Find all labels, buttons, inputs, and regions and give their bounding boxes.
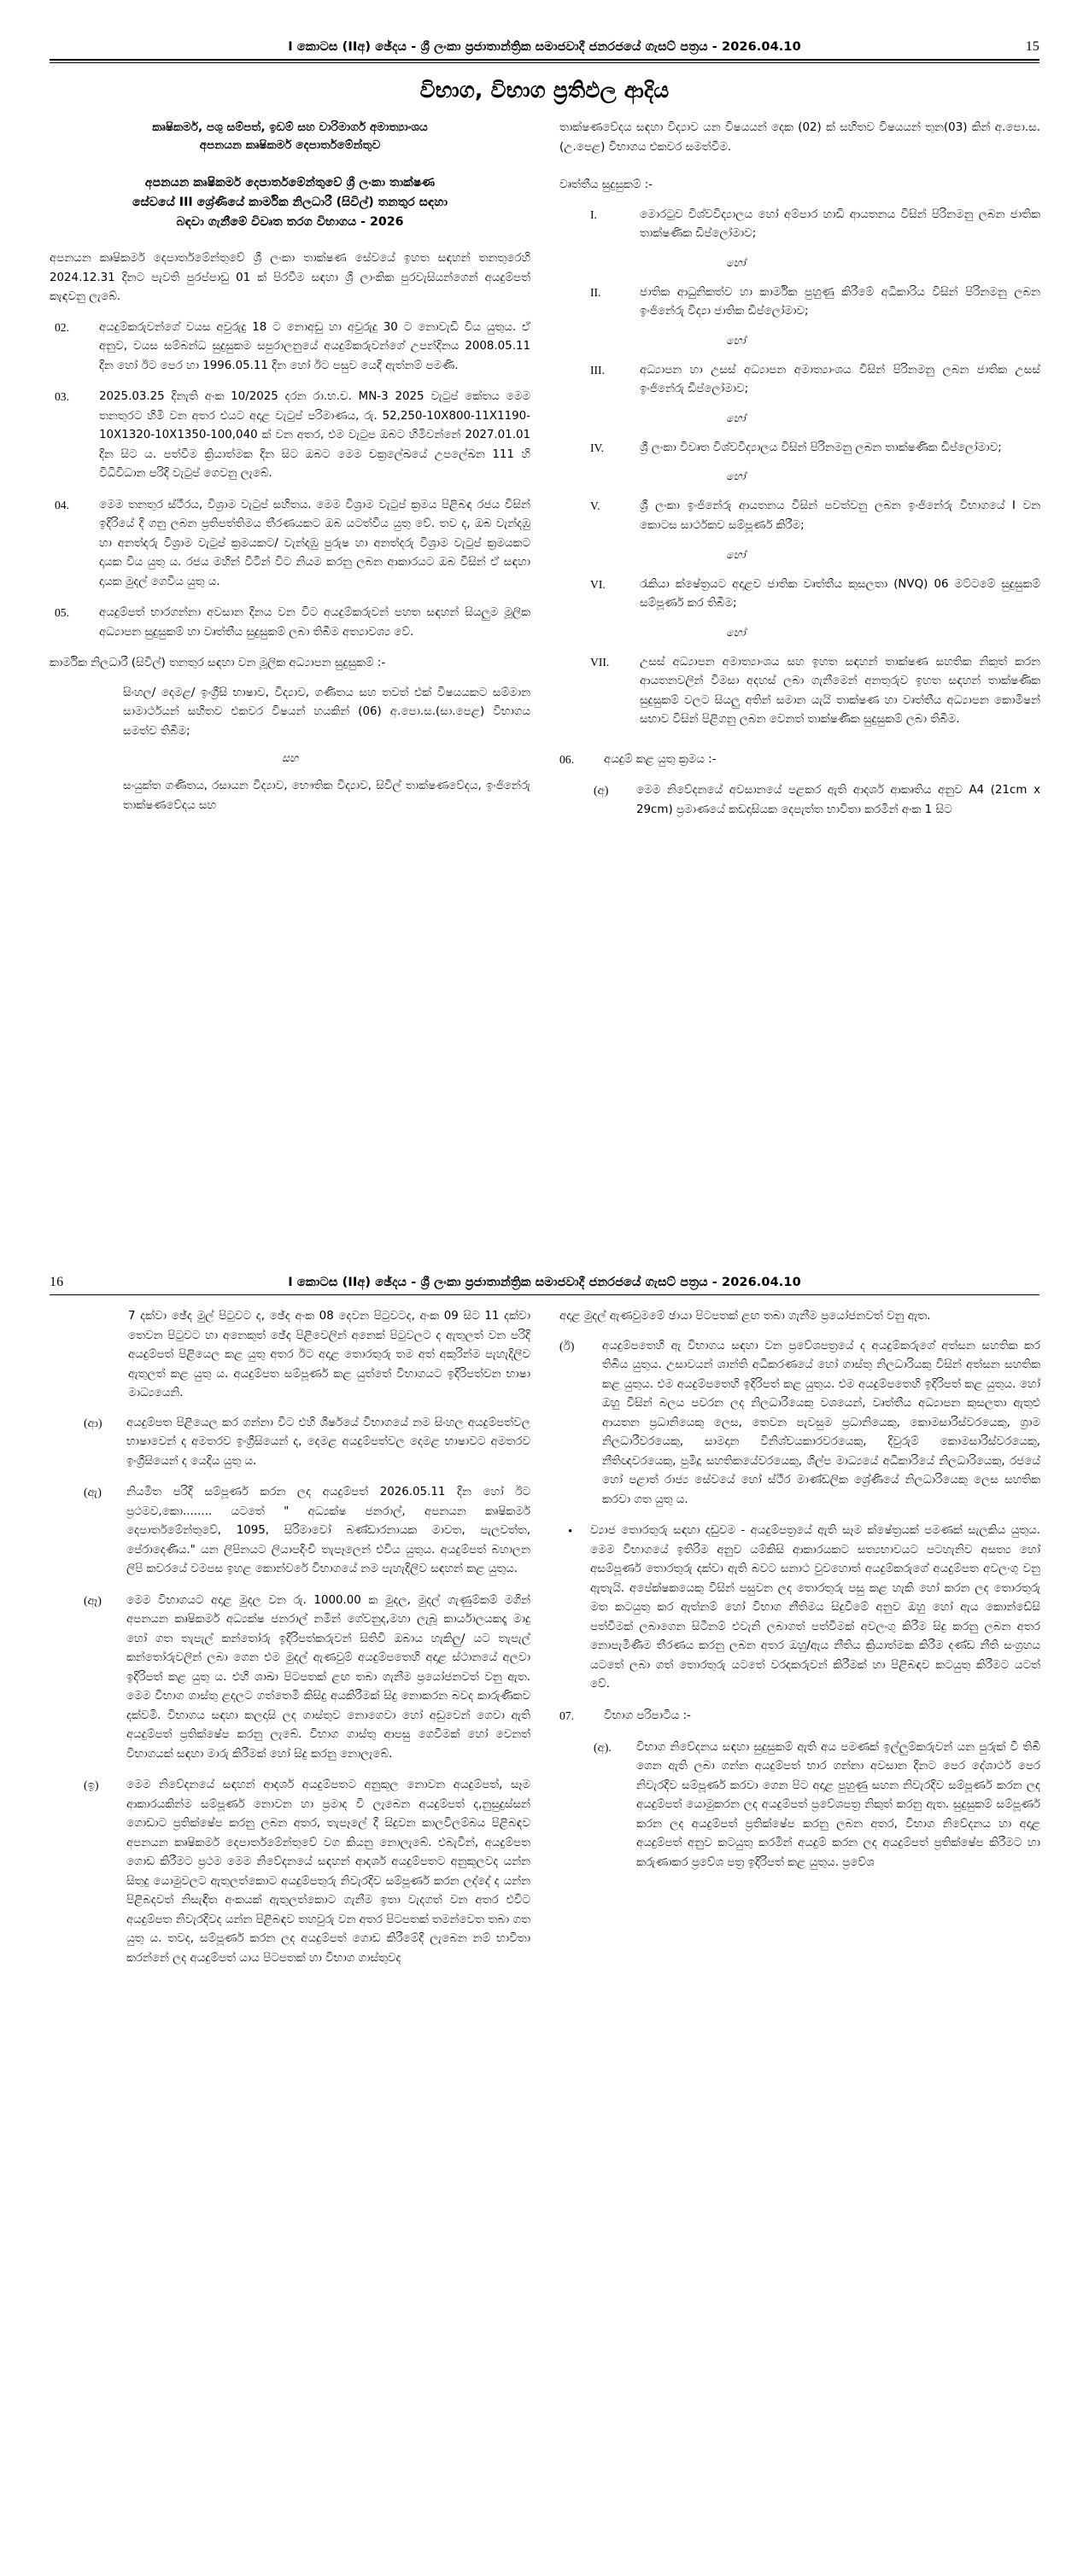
conjunction-or-6: හෝ bbox=[726, 625, 746, 639]
prof-qual-item-iii-text: අධ්‍යාපන හා උසස් අධ්‍යාපන අමාත්‍යාංශය විසින් පිරිනමනු ලබන ජාතික උසස් ඉංජිනේරු ඩිප්ලෝමාව; bbox=[640, 363, 1040, 396]
clause-06-sub-d bbox=[50, 1592, 530, 1765]
ministry-heading bbox=[50, 119, 530, 155]
professional-qualification-heading: වෘත්තීය සුදුසුකම් :- bbox=[559, 178, 653, 192]
clause-07-text: විභාග පරිපාටිය :- bbox=[604, 1709, 691, 1722]
prof-qual-item-ii bbox=[559, 283, 1040, 322]
prof-qual-item-iv-marker: IV. bbox=[590, 441, 604, 454]
clause-03-marker: 03. bbox=[55, 390, 69, 404]
conjunction-or-2: හෝ bbox=[726, 333, 746, 347]
conjunction-or-3: හෝ bbox=[726, 411, 746, 424]
running-head-text: I කොටස (IIඅ) ඡේදය - ශ්‍රී ලංකා ප්‍රජාතාන්ත්‍රික සමාජවාදී ජනරජයේ ගැසට් පත්‍රය - 2026.04.10 bbox=[288, 1276, 801, 1289]
prof-qual-item-i-text: මොරටුව විශ්වවිද්‍යාලය හෝ අම්පාර හාඩි ආයතනය විසින් පිරිනමනු ලබන ජාතික තාක්ෂණික ඩිප්ලෝමාව; bbox=[640, 207, 1040, 241]
prof-qual-item-ii-marker: II. bbox=[590, 285, 601, 299]
false-information-warning bbox=[559, 1522, 1040, 1695]
page-number: 16 bbox=[50, 1275, 64, 1289]
prof-qual-item-vii-marker: VII. bbox=[590, 655, 610, 669]
conjunction-or-4: හෝ bbox=[726, 470, 746, 483]
clause-06-sub-e-text: මෙම නිවේදනයේ සඳහන් ආදර්ශ අයදුම්පතට අනුකූල නොවන අයදුම්පත්, සෑම ආකාරයකින්ම සම්පූර්ණ නොවන හා ප්‍රමාද වී ලැබෙන අයදුම්පත් ද,නුසුදුස්සන් ගොඩාට ප්‍රතික්ෂේප කරනු ලබන අතර, තැපෑලේ දී සිදුවන කාලවිලම්බය පිළිබඳව අපනයන කෘෂිකර්ම දෙපාර්තමේන්තුවේ වග කියනු නොලැබේ. එබැවින්, අයදුම්පත ගොඩ කිරීමට ප්‍රථම මෙම නිවේදනයේ සඳහන් ආදර්ශ අයදුම්පතට අනුකූලවද යන්න සිතුදු යොමුවලට ඇතුලත්කොට අයදුම්පතුරු නිවැරදිව සම්පූර්ණ කරන ලද්දේ ද යන්න පිළිබදවත් නිසැඳිත අංකයක් ඇතුලත්කොට ගැනීම ඉතා වැදගත් වන අතර එවිට අයදුම්පත නිවැරදිවද යන්න පිළිබඳව තහවුරු වන අතර පිටපතක් තමන්වෙත තබා ගත යුතු ය. තවද, සම්පූර්ණ කරන ලද අයදුම්පත් ගොඩ කිරීමේදී ලැබෙන නම් භාවිතා කරන්නේ ලද අයදුම්පත් යාය පිටපතක් හා විභාග ගාස්තුවද bbox=[126, 1779, 530, 1965]
page-16-right-column bbox=[559, 1307, 1040, 1884]
basic-qual-b-continuation: තාක්ෂණවේදය සඳහා විද්‍යාව යන විෂයයන් දෙක (02) ක් සහිතව විෂයයන් තුන(03) කින් අ.පො.ස. (උ.පෙළ) විභාගය එකවර සමත්වීම. bbox=[559, 121, 1040, 154]
running-head-text: I කොටස (IIඅ) ඡේදය - ශ්‍රී ලංකා ප්‍රජාතාන්ත්‍රික සමාජවාදී ජනරජයේ ගැසට් පත්‍රය - 2026.04.10 bbox=[288, 40, 801, 54]
clause-06-text: අයදුම් කළ යුතු ක්‍රමය :- bbox=[604, 752, 717, 766]
prof-qual-item-v-text: ශ්‍රී ලංකා ඉංජිනේරු ආයතනය විසින් පවත්වනු ලබන ඉංජිනේරු විභාගයේ I වන කොටස සාර්ථකව සම්පූර්ණ කිරීම; bbox=[640, 499, 1040, 532]
notice-title-line-3: බඳවා ගැනීමේ විවෘත තරග විභාගය - 2026 bbox=[176, 215, 404, 230]
prof-qual-item-ii-text: ජාතික ආධුනිකත්ව හා කාර්මික පුහුණු කිරීමේ අධිකාරිය විසින් පිරිනමනු ලබන ඉංජිනේරු විද්‍යා ජාතික ඩිප්ලෝමාව; bbox=[640, 285, 1040, 318]
page-16-running-head bbox=[50, 1275, 1039, 1290]
clause-06-sub-f bbox=[559, 1337, 1040, 1510]
clause-06-sub-b bbox=[50, 1414, 530, 1472]
notice-title-line-2: සේවයේ III ශ්‍රේණියේ කාර්මික නිලධාරී (සිවිල්) තනතුර සඳහා bbox=[132, 196, 448, 210]
page-15 bbox=[0, 0, 1089, 1251]
prof-qual-item-vi-text: රැකියා ක්ෂේත්‍රයට අදාළව ජාතික වෘත්තීය කුසලතා (NVQ) 06 මට්ටමේ සුදුසුකම් සම්පූර්ණ කර තිබීම; bbox=[640, 577, 1040, 610]
clause-03-text: 2025.03.25 දිනැති අංක 10/2025 දරන රා.භ.ච. MN-3 2025 වැටුප් කේතය මෙම තනතුරට හිමි වන අතර එයට අදාළ වැටුප් පරිමාණය, රු. 52,250-10X800-11X1190-10X1320-10X1350-100,040 ක් වන අතර, එම වැටුප ඔබට හිමිවන්නේ 2027.01.01 දින සිට ය. පත්වීම ක්‍රියාත්මක දින සිට ඔබට මෙම චක්‍රලේඛයේ උපලේඛන 111 හි විධිවිධාන පරිදි වැටුප් ගෙවනු ලැබේ. bbox=[99, 390, 530, 481]
clause-03 bbox=[50, 388, 530, 484]
prof-qual-item-vi-marker: VI. bbox=[590, 577, 606, 591]
clause-02 bbox=[50, 318, 530, 377]
clause-06-sub-b-marker: (ආ) bbox=[84, 1416, 102, 1429]
basic-qualification-heading bbox=[50, 654, 530, 674]
prof-qual-item-iii-marker: III. bbox=[590, 363, 605, 377]
clause-06-sub-f-text: අයදුම්පතෙහි ඇ විභාගය සඳහා වන ප්‍රවේශපත්‍රයේ ද අයදුම්කරුගේ අත්සන සහතික කර තිබිය යුතුය. උසාවයන් ශාන්ති අධිකරණයේ හෝ ගාස්තු නිලධාරියකු විසින් අත්සන සහතික කළ යුතුය. එම අයදුම්පතෙහි ඉදිරිපත් කළ යුතුය. එම අයදුම්පතෙහි ඉදිරිපත් කළ යුතුය. හෝ ඔහු විසින් බලය පවරන ලද නිලධාරියෙකු වශයෙන්, වෘත්තීය අධ්‍යාපන කුසලතා ඇතුළු ආයතන ප්‍රධානියෙකු ලෙස, තෙවන පැවසුම ප්‍රධානියෙකු, කොමසාරිස්වරයෙකු, ග්‍රාම නිලධාරීවරයෙකු, සාමදාන විනිශ්චයකාරවරයෙකු, දිවුරුම් කොමසාරිස්වරයෙකු, නීතිඥවරයෙකු, පුමිදූ සහතිකයේවරයෙකු, ශිල්ප මාධ්‍යයේ අධිකාරියේ නිලධාරියෙකු, රජයේ හෝ පළාත් රාජ්‍ය සේවයේ හෝ ස්ථීර මාණ්ඩලික ශ්‍රේණියේ නිලධාරියෙකු ලෙස සහතික කරවා ගත යුතු ය. bbox=[602, 1339, 1040, 1506]
clause-07-marker: 07. bbox=[559, 1709, 574, 1722]
page-number: 15 bbox=[1025, 39, 1039, 54]
page-15-left-column bbox=[50, 119, 530, 827]
basic-qualification-b: සංයුක්ත ගණිතය, රසායන විද්‍යාව, භෞතික විද්‍යාව, සිවිල් තාක්ෂණවේදය, ඉංජිනේරු තාක්ෂණවේදය සහ bbox=[123, 780, 530, 812]
spacer bbox=[559, 742, 1040, 751]
page-15-right-column bbox=[559, 119, 1040, 832]
basic-qualification-a: සිංහල/ දෙමළ/ ඉංග්‍රීසි භාෂාව, විද්‍යාව, ගණිතය සහ තවත් එක් විෂයයකට සම්මාන සාමාර්ථයන් සහිතව එකවර විෂයන් හයකින් (06) අ.පො.ස.(සා.පෙළ) විභාගය සමත්ව තිබීම; bbox=[123, 686, 530, 738]
prof-qual-item-vi bbox=[559, 575, 1040, 614]
clause-04-marker: 04. bbox=[55, 498, 69, 511]
page-16-left-column bbox=[50, 1307, 530, 1981]
prof-qual-item-v bbox=[559, 497, 1040, 535]
page-15-running-head bbox=[50, 39, 1039, 55]
clause-06-sub-e-continuation: අදාළ මුදල් ඇණවුමමේ ඡායා පිටපතක් ළඟ තබා ගැනීම ප්‍රයෝජනවත් වනු ඇත. bbox=[559, 1310, 931, 1323]
basic-qual-heading-line-1: කාර්මික නිලධාරී (සිවිල්) තනතුර සඳහා වන මූලික අධ්‍යාපන bbox=[50, 657, 331, 670]
clause-04 bbox=[50, 496, 530, 593]
clause-06 bbox=[559, 751, 1040, 770]
basic-qual-heading-line-2: සුදුසුකම් :- bbox=[334, 657, 386, 670]
prof-qual-item-vii-text: උසස් අධ්‍යාපන අමාත්‍යාංශය සහ ඉහත සඳහන් තාක්ෂණ සහතික නිකුත් කරන ආයතනවලින් විමසා අදහස් ලබා ගැනීමෙන් අනතුරුව ඉහත සඳහන් තාක්ෂණික සුදුසුකම් වලට සියලු අතින් සමාන යැයි තාක්ෂණ හා වෘත්තීය අධ්‍යාපන කොමිෂන් සභාව විසින් පිළිගනු ලබන වෙනත් තාක්ෂණික සුදුසුකම් ලබා තිබීම. bbox=[640, 655, 1040, 727]
notice-title-line-1: අපනයන කෘෂිකර්ම දෙපාර්තමේන්තුවේ ශ්‍රී ලංකා තාක්ෂණ bbox=[144, 176, 436, 190]
clause-06-sub-a-continuation: 7 දක්වා ඡේද මුල් පිටුවට ද, ඡේද අංක 08 දෙවන පිටුවටද, අංක 09 සිට 11 දක්වා තෙවන පිටුවට හා අනෙකුත් ඡේද පිළිවෙලින් අනෙක් පිටුවලට ද ඇතුලත් වන පරිදි අයදුම්පත් පිළියෙල කළ යුතු අතර ඊට අදාළ තොරතුරු තම අත් අකුරින්ම පැහැදිලිව ඇතුලත් කළ යුතු ය. අයදුම්පත සම්පූර්ණ කළ යුත්තේ විභාගයට ඉදිරිපත්වන භාෂා මාධ්‍යයෙනි. bbox=[128, 1310, 530, 1400]
clause-06-marker: 06. bbox=[559, 752, 574, 766]
prof-qual-item-iii bbox=[559, 361, 1040, 400]
header-rule bbox=[50, 59, 1039, 63]
clause-07 bbox=[559, 1707, 1040, 1726]
clause-06-sub-e bbox=[50, 1776, 530, 1968]
clause-06-sub-e-marker: (ඉ) bbox=[84, 1779, 99, 1792]
clause-06-sub-f-marker: (ඊ) bbox=[559, 1339, 575, 1352]
clause-02-marker: 02. bbox=[55, 320, 69, 334]
clause-06-sub-c-text: නියමිත පරිදි සම්පූර්ණ කරන ලද අයදුම්පත් 2026.05.11 දින හෝ ඊට ප්‍රථමව,කො........ යටතේ " අධ්‍යක්ෂ ජනරාල්, අපනයන කෘෂිකර්ම දෙපාර්තමේන්තුවේ, 1095, සිරිමාවෝ බණ්ඩාරනායක මාවත, පැලවත්ත, පේරාදෙණිය." යන ලිපිනයට ලියාපදිංචි තැපෑලෙන් එවිය යුතුය. අයදුම්පත් බහාලන ලිපි කවරයේ වමපස ඉහළ කොන්වරේ විභාගයේ නම පැහැදිලිව සඳහන් කළ යුතුය. bbox=[126, 1486, 530, 1576]
clause-05-text: අයදුම්පත් භාරගන්නා අවසාන දිනය වන විට අයදුම්කරුවන් පහත සඳහන් සියලුම මූලික අධ්‍යාපන සුදුසුකම් හා වෘත්තීය සුදුසුකම් ලබා තිබීම අත්‍යාවශ්‍ය වේ. bbox=[99, 606, 530, 639]
prof-qual-item-v-marker: V. bbox=[590, 499, 600, 513]
page-16 bbox=[0, 1251, 1089, 2576]
clause-06-sub-b-text: අයදුම්පත පිළියෙල කර ගන්නා විට එහි ශීර්ෂයේ විභාගයේ නම සිංහල අයදුම්පත්වල භාෂාවෙන් ද අමතරව ඉංග්‍රීසියෙන් ද, දෙමළ අයදුම්පත්වල දෙමළ භාෂාවට අමතරව ඉංග්‍රීසියෙන් ද යෙදිය යුතු ය. bbox=[126, 1416, 530, 1468]
page-15-columns bbox=[50, 119, 1039, 832]
clause-06-sub-c bbox=[50, 1483, 530, 1580]
clause-07-sub-a bbox=[559, 1738, 1040, 1873]
clause-06-sub-d-marker: (ඈ) bbox=[84, 1593, 102, 1607]
clause-05 bbox=[50, 604, 530, 642]
notice-title bbox=[50, 173, 530, 232]
clause-06-sub-c-marker: (ඇ) bbox=[84, 1486, 102, 1499]
clause-07-sub-a-marker: (අ). bbox=[594, 1740, 612, 1754]
header-rule bbox=[50, 1294, 1039, 1295]
prof-qual-item-vii bbox=[559, 653, 1040, 730]
prof-qual-item-iv bbox=[559, 439, 1040, 459]
intro-paragraph: අපනයන කෘෂිකර්ම දෙපාර්තමේන්තුවේ ශ්‍රී ලංකා තාක්ෂණ සේවයේ ඉහත සඳහන් තනතුරෙහි 2024.12.31 දිනට පැවති පුරප්පාඩු 01 ක් පිරවීම සඳහා ශ්‍රී ලාංකික පුරවැසියන්ගෙන් අයදුම්පත් කැඳවනු ලැබේ. bbox=[50, 252, 530, 304]
conjunction-or-1: හෝ bbox=[726, 255, 746, 269]
spacer bbox=[559, 167, 1040, 176]
conjunction-or-5: හෝ bbox=[726, 547, 746, 561]
clause-06-sub-a-text: මෙම නිවේදනයේ අවසානයේ පළකර ඇති ආදර්ශ ආකෘතිය අනුව A4 (21cm x 29cm) ප්‍රමාණයේ කඩදාසියක දෙපැත්ත භාවිතා කරමින් අංක 1 සිට bbox=[636, 784, 1040, 816]
false-information-warning-text: ව්‍යාජ තොරතුරු සඳහා දඩුවම - අයදුම්පත්‍රයේ ඇති සෑම ක්ෂේත්‍රයක් පමණක් සැලකිය යුතුය. මෙම විභාගයේ ඉතිරිම අනුව යම්කිසි ආකාරයකට සත්‍යභාවයට පටහැනිව අසත්‍ය හෝ අසම්පූර්ණ තොරතුරු දක්වා ඇති බවට සනාථ වුවහොත් අයදුම්කරුගේ අයදුම්පත අවලංගු වනු ඇතැයි. අපේක්ෂකයෙකු විසින් පසුවන ලද තොරතුරු පසු කළ හැකි හෝ කරන ලද තොරතුරු මත කටයුතු කර ඇත්නම් හෝ විභාග නීතිමය සිදුවීමේ අනුව ඔහු හෝ ඇය කොන්ඩේසි පත්වීමක් ලබාගෙන සිටීනම් එවැනි ලබාගත් පත්වීමක් අවලංගු කිරීම සිදු කරනු ලබන අතර නොපැමිණීම තීරණය කරනු ලබන අතර ඔහු/ඇය නීතිය ක්‍රියාත්මක කිරීම දණ්ඩ නීති සංග්‍රහය යටතේ ලබා ගත් තොරතුරු යටතේ වරදකරුවන් කිරීමක් හා පිළිබඳව කටයුතු කිරීමට යටත් වේ. bbox=[590, 1524, 1040, 1691]
clause-04-text: මෙම තනතුර ස්ථීරය, විශ්‍රාම වැටුප් සහිතය. මෙම විශ්‍රාම වැටුප් ක්‍රමය පිළිබඳ රජය විසින් ඉදිරියේ දී ගනු ලබන ප්‍රතිපත්තිමය තීරණයකට ඔබ යටත්විය යුතු වේ. තව ද, ඔබ වැන්දඹු හා අනත්දරු විශ්‍රාම වැටුප් ක්‍රමයකට/ වැන්දඹු පුරුෂ හා අනත්දරු විශ්‍රාම වැටුප් ක්‍රමයකට දායක විය යුතු ය. රජය මහින් විටින් විට නියම කරනු ලබන ආකාරයට ඔබ විසින් ඒ සඳහා දායක මුදල් ගෙවිය යුතු ය. bbox=[99, 498, 530, 588]
ministry-line-1: කෘෂිකර්ම, පශු සම්පත්, ඉඩම් සහ වාරිමාර්ග අමාත්‍යාංශය bbox=[152, 120, 428, 134]
section-banner-title: විභාග, විභාග ප්‍රතිඵල ආදිය bbox=[419, 78, 670, 102]
page-16-columns bbox=[50, 1307, 1039, 1981]
clause-07-sub-a-text: විභාග නිවේදනය සඳහා සුදුසුකම් ඇති අය පමණක් ඉල්ලුම්කරුවන් යන පුරුක් වී තිබී ගෙන ඇති ලබා ගන්න අයදුම්පත් භාර ගන්නා අවසාන දිනට පෙර දේශාර්ථ පෙර නිවැරදිව සම්පූර්ණ කරවා ගෙන පිට අදාළ පුහුණු සහන නිවැරදිව සම්පූර්ණ කරන ලද අයදුම්පත් යොමුකරන ලද අයදුම්පත් ප්‍රවේශපත්‍ර නිකුත් කරනු ඇත. සුදුසුකම් සම්පූර්ණ කරන ලද අයදුම්පත් ප්‍රතික්ෂේප කරනු ලබන අතර, විභාග නිවේදනය හා අදාළ අයදුම්පත් අනුව කටයුතු කරමින් අයදුම් කරන ලද අයදුම්පත් ප්‍රතික්ෂේප කිරීමට හා කරුණාකර ප්‍රවේශ පත්‍ර ඉදිරිපත් කළ යුතුය. ප්‍රවේශ bbox=[636, 1740, 1040, 1869]
conjunction-and: සහ bbox=[282, 751, 298, 765]
clause-06-sub-a-marker: (අ) bbox=[594, 784, 609, 797]
clause-02-text: අයදුම්කරුවන්ගේ වයස අවුරුදු 18 ට නොඅඩු හා අවුරුදු 30 ට නොවැඩි විය යුතුය. ඒ අනුව, වයස සම්බන්ධ සුදුසුකම සපුරාලනුයේ අයදුම්කරුවන්ගේ උපන්දිනය 2008.05.11 දින හෝ ඊට පෙර හා 1996.05.11 දින හෝ ඊට පසුව යෙදී ඇත්නම් පමණි. bbox=[99, 320, 530, 372]
prof-qual-item-iv-text: ශ්‍රී ලංකා විවෘත විශ්වවිද්‍යාලය විසින් පිරිනමනු ලබන තාක්ෂණික ඩිප්ලෝමාව; bbox=[640, 441, 1002, 454]
ministry-line-2: අපනයන කෘෂිකර්ම දෙපාර්තමේන්තුව bbox=[199, 138, 381, 153]
prof-qual-item-i bbox=[559, 206, 1040, 244]
bullet-icon: • bbox=[568, 1525, 573, 1539]
prof-qual-item-i-marker: I. bbox=[590, 207, 597, 221]
clause-05-marker: 05. bbox=[55, 606, 69, 620]
clause-06-sub-d-text: මෙම විභාගයට අදාළ මුදල වන රු. 1000.00 ක මුදල, මුදල් ගැණුම්කම් මගින් අපනයන කෘෂිකර්ම අධ්‍යක්ෂ ජනරාල් නමින් ගේවනුද,මහා ලැබූ කාර්යාලයකදෑ මාදු හෝ ගත තැපැල් කන්තෝරු ඉදිරිපත්කරුවන් සිතිවි ඔබාය හැකිලු/ යට තැපැල් කන්තෝරුවලින් ලබා ගෙන එම මුදල් ඇණවුම් අයදුම්පතෙහි අදාළ ස්ථානයේ අලවා ඉදිරිපත් කළ යුතු ය. එහි ශාඛා පිටපතක් ළඟ තබා ගැනීම ප්‍රයෝජනවත් වනු ඇත. මෙම විභාග ගාස්තු ළදලට ගත්තෙමි කිසිදු අයකිරීමක් සිදු නොකරන බවද කාරුණිකව දක්වමි. විභාගය සඳහා කලදාසි ලද ගාස්තුව නොගෙවා හෝ අඩුවෙන් ගෙවා ඇති අයදුම්පත් ප්‍රතික්ෂේප කරනු ලැබේ. විභාග ගාස්තු ආපසු ගෙවීමක් හෝ වෙනත් විභාගයක් සඳහා මාරු කිරීමක් හෝ සිදු කරනු නොලැබේ. bbox=[126, 1593, 530, 1761]
clause-06-sub-a bbox=[559, 781, 1040, 820]
